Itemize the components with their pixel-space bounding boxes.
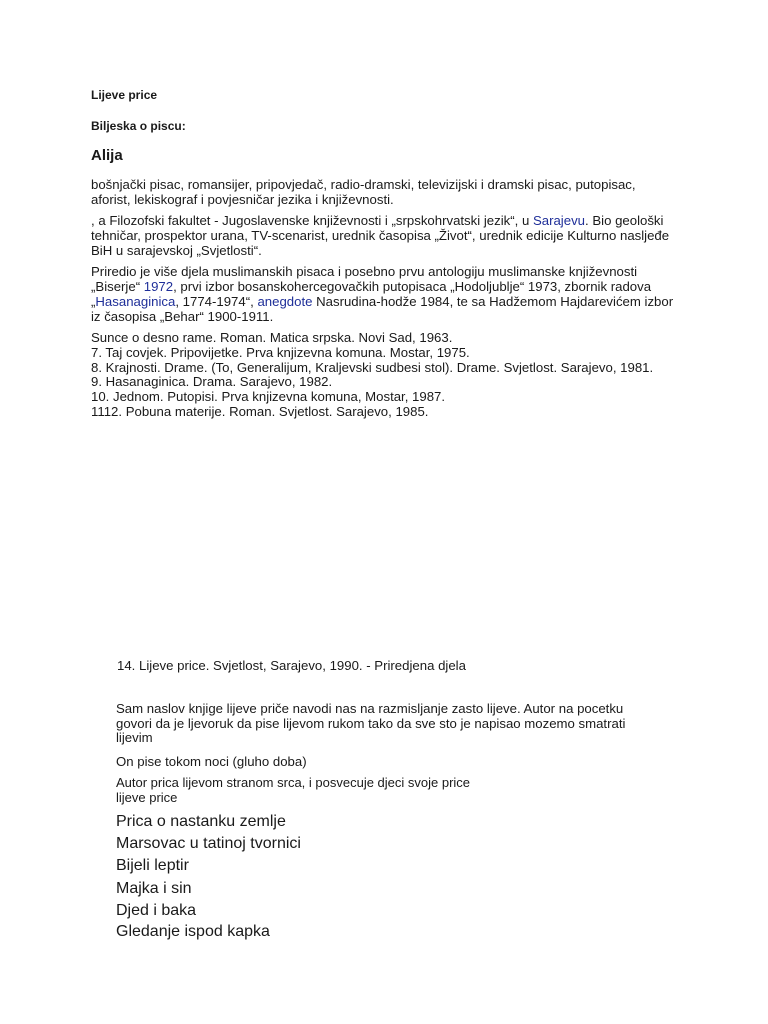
work-14: 14. Lijeve price. Svjetlost, Sarajevo, 1990. - Priredjena djela [117, 658, 466, 673]
works-item: 10. Jednom. Putopisi. Prva knjizevna komuna, Mostar, 1987. [91, 389, 446, 405]
story-item: Majka i sin [116, 880, 192, 897]
dedication-line: Autor prica lijevom stranom srca, i posvecuje djeci svoje price [116, 775, 471, 790]
works-item: 9. Hasanaginica. Drama. Sarajevo, 1982. [91, 374, 333, 390]
story-item: Marsovac u tatinoj tvornici [116, 835, 301, 852]
document-title: Lijeve price [91, 88, 158, 102]
note-heading: Biljeska o piscu: [91, 119, 186, 133]
bio3-text-a: Priredio je više djela muslimanskih pisaca i posebno prvu antologiju muslimanske književnosti „Biserje“ [91, 264, 638, 294]
story-item: Gledanje ispod kapka [116, 923, 270, 940]
link-1972[interactable]: 1972 [143, 279, 174, 294]
link-sarajevu[interactable]: Sarajevu [532, 213, 586, 228]
bio2-text-a: , a Filozofski fakultet - Jugoslavenske književnosti i „srpskohrvatski jezik“, u [91, 213, 533, 228]
author-name: Alija [91, 147, 123, 164]
works-item: Sunce o desno rame. Roman. Matica srpska. Novi Sad, 1963. [91, 330, 453, 345]
bio2-text-b: . Bio geološki tehničar, prospektor urana, TV-scenarist, urednik časopisa „Život“, urednik edicije Kulturno nasljeđe BiH u sarajevskoj „Svjetlosti“. [91, 213, 670, 258]
dedication [116, 776, 656, 805]
link-hasanaginica[interactable]: Hasanaginica [95, 294, 176, 309]
story-item: Prica o nastanku zemlje [116, 813, 286, 830]
bio3-text-b: , prvi izbor bosanskohercegovačkih putopisaca „Hodoljublje“ 1973, zbornik radova „ [91, 279, 652, 309]
works-list [91, 331, 691, 420]
night-writing-line: On pise tokom noci (gluho doba) [116, 754, 307, 769]
story-item: Djed i baka [116, 902, 197, 919]
link-anegdote[interactable]: anegdote [257, 294, 313, 309]
bio-paragraph-1: bošnjački pisac, romansijer, pripovjedač, radio-dramski, televizijski i dramski pisac, putopisac, aforist, lekiskograf i povjesničar jezika i književnosti. [91, 177, 636, 207]
bio-paragraph-3 [91, 264, 675, 324]
story-item: Bijeli leptir [116, 857, 189, 874]
dedication-line: lijeve price [116, 789, 178, 805]
works-item: 8. Krajnosti. Drame. (To, Generalijum, Kraljevski sudbesi stol). Drame. Svjetlost. Sarajevo, 1981. [91, 359, 654, 375]
bio3-text-d: Nasrudina-hodže 1984, te sa Hadžemom Hajdarevićem izbor iz časopisa „Behar“ 1900-1911. [91, 294, 674, 324]
works-item: 7. Taj covjek. Pripovijetke. Prva knjizevna komuna. Mostar, 1975. [91, 344, 470, 360]
bio3-text-c: , 1774-1974“, [175, 294, 258, 309]
bio-paragraph-2 [91, 213, 675, 258]
intro-paragraph: Sam naslov knjige lijeve priče navodi nas na razmisljanje zasto lijeve. Autor na pocetku govori da je ljevoruk da pise lijevom rukom tako da sve sto je napisao mozemo smatrati lijevim [116, 701, 626, 745]
works-item: 1112. Pobuna materije. Roman. Svjetlost. Sarajevo, 1985. [91, 403, 429, 419]
